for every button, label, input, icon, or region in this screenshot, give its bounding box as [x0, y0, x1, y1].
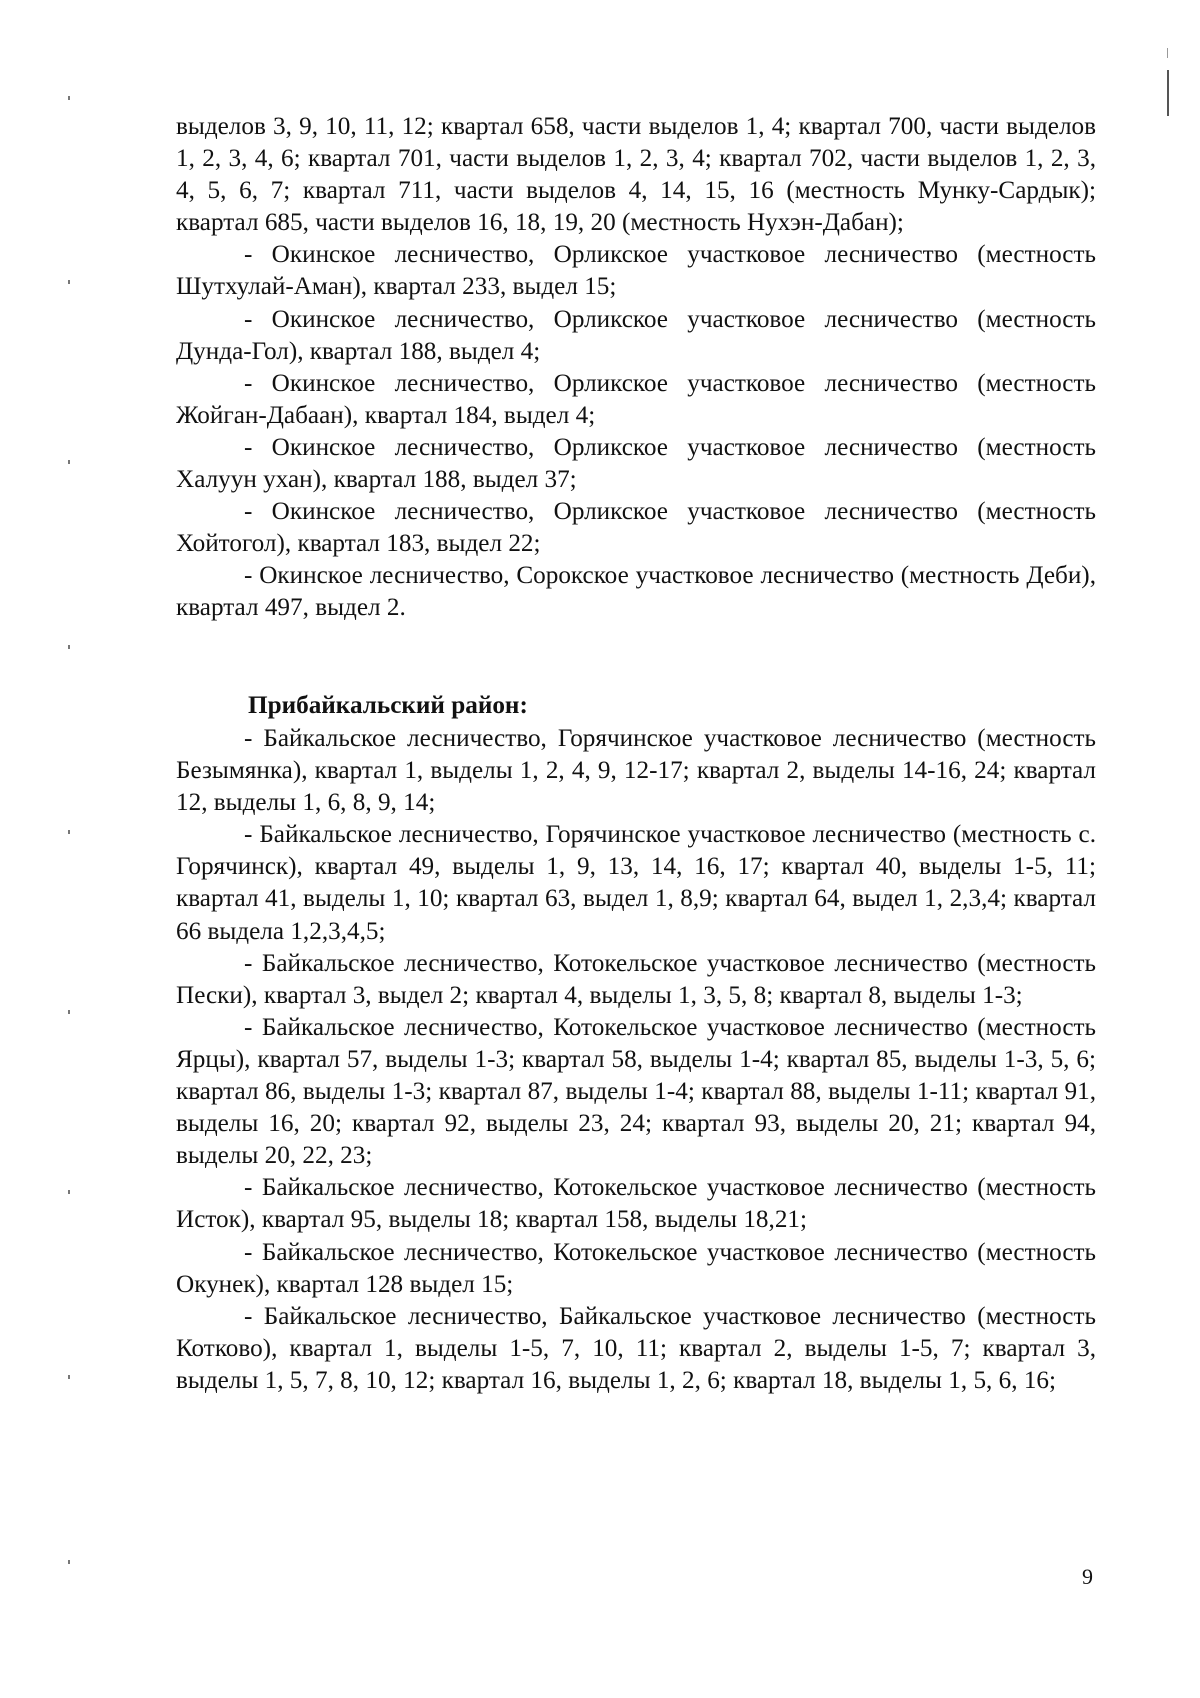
paragraph: - Байкальское лесничество, Котокельское участковое лесничество (местность Окунек), квартал 128 выдел 15;: [176, 1238, 1096, 1298]
margin-mark: [68, 645, 70, 649]
paragraph: - Байкальское лесничество, Горячинское участковое лесничество (местность Безымянка), квартал 1, выделы 1, 2, 4, 9, 12-17; квартал 2, выделы 14-16, 24; квартал 12, выделы 1, 6, 8, 9, 14;: [176, 725, 1096, 817]
paragraph: - Окинское лесничество, Орликское участковое лесничество (местность Шутхулай-Аман), квартал 233, выдел 15;: [176, 241, 1096, 301]
margin-mark: [68, 1010, 70, 1014]
paragraph: выделов 3, 9, 10, 11, 12; квартал 658, части выделов 1, 4; квартал 700, части выделов 1, 2, 3, 4, 6; квартал 701, части выделов 1, 2, 3, 4; квартал 702, части выделов 1, 2, 3, 4, 5, 6, 7; квартал 711, части выделов 4, 14, 15, 16 (местность Мунку-Сардык); квартал 685, части выделов 16, 18, 19, 20 (местность Нухэн-Дабан);: [176, 113, 1096, 237]
scan-artifact-line: [1167, 48, 1168, 58]
section-heading: Прибайкальский район:: [248, 692, 528, 719]
paragraph: - Байкальское лесничество, Горячинское участковое лесничество (местность с. Горячинск), квартал 49, выделы 1, 9, 13, 14, 16, 17; квартал 40, выделы 1-5, 11; квартал 41, выделы 1, 10; квартал 63, выдел 1, 8,9; квартал 64, выдел 1, 2,3,4; квартал 66 выдела 1,2,3,4,5;: [176, 821, 1096, 945]
margin-mark: [68, 460, 70, 464]
margin-mark: [68, 1375, 70, 1379]
margin-mark: [68, 830, 70, 834]
paragraph: - Окинское лесничество, Сорокское участковое лесничество (местность Деби), квартал 497, выдел 2.: [176, 562, 1096, 622]
margin-mark: [68, 96, 70, 100]
paragraph: - Окинское лесничество, Орликское участковое лесничество (местность Жойган-Дабаан), квартал 184, выдел 4;: [176, 369, 1096, 429]
paragraph: - Окинское лесничество, Орликское участковое лесничество (местность Хойтогол), квартал 183, выдел 22;: [176, 498, 1096, 558]
paragraph: - Байкальское лесничество, Котокельское участковое лесничество (местность Ярцы), квартал 57, выделы 1-3; квартал 58, выделы 1-4; квартал 85, выделы 1-3, 5, 6; квартал 86, выделы 1-3; квартал 87, выделы 1-4; квартал 88, выделы 1-11; квартал 91, выделы 16, 20; квартал 92, выделы 23, 24; квартал 93, выделы 20, 21; квартал 94, выделы 20, 22, 23;: [176, 1013, 1096, 1170]
page-number: 9: [1082, 1564, 1093, 1589]
paragraph: - Байкальское лесничество, Котокельское участковое лесничество (местность Пески), квартал 3, выдел 2; квартал 4, выделы 1, 3, 5, 8; квартал 8, выделы 1-3;: [176, 949, 1096, 1009]
paragraph: - Байкальское лесничество, Байкальское участковое лесничество (местность Котково), квартал 1, выделы 1-5, 7, 10, 11; квартал 2, выделы 1-5, 7; квартал 3, выделы 1, 5, 7, 8, 10, 12; квартал 16, выделы 1, 2, 6; квартал 18, выделы 1, 5, 6, 16;: [176, 1302, 1096, 1394]
scan-artifact-line: [1167, 70, 1169, 116]
paragraph: - Окинское лесничество, Орликское участковое лесничество (местность Халуун ухан), квартал 188, выдел 37;: [176, 433, 1096, 494]
margin-mark: [68, 1560, 70, 1564]
text-block-pribaikalsky: [176, 723, 1096, 1397]
paragraph: - Окинское лесничество, Орликское участковое лесничество (местность Дунда-Гол), квартал 188, выдел 4;: [176, 305, 1096, 365]
text-block-forestry-okinskoe: [176, 111, 1096, 625]
margin-mark: [68, 280, 70, 284]
margin-mark: [68, 1190, 70, 1194]
paragraph: - Байкальское лесничество, Котокельское участковое лесничество (местность Исток), квартал 95, выделы 18; квартал 158, выделы 18,21;: [176, 1174, 1096, 1234]
